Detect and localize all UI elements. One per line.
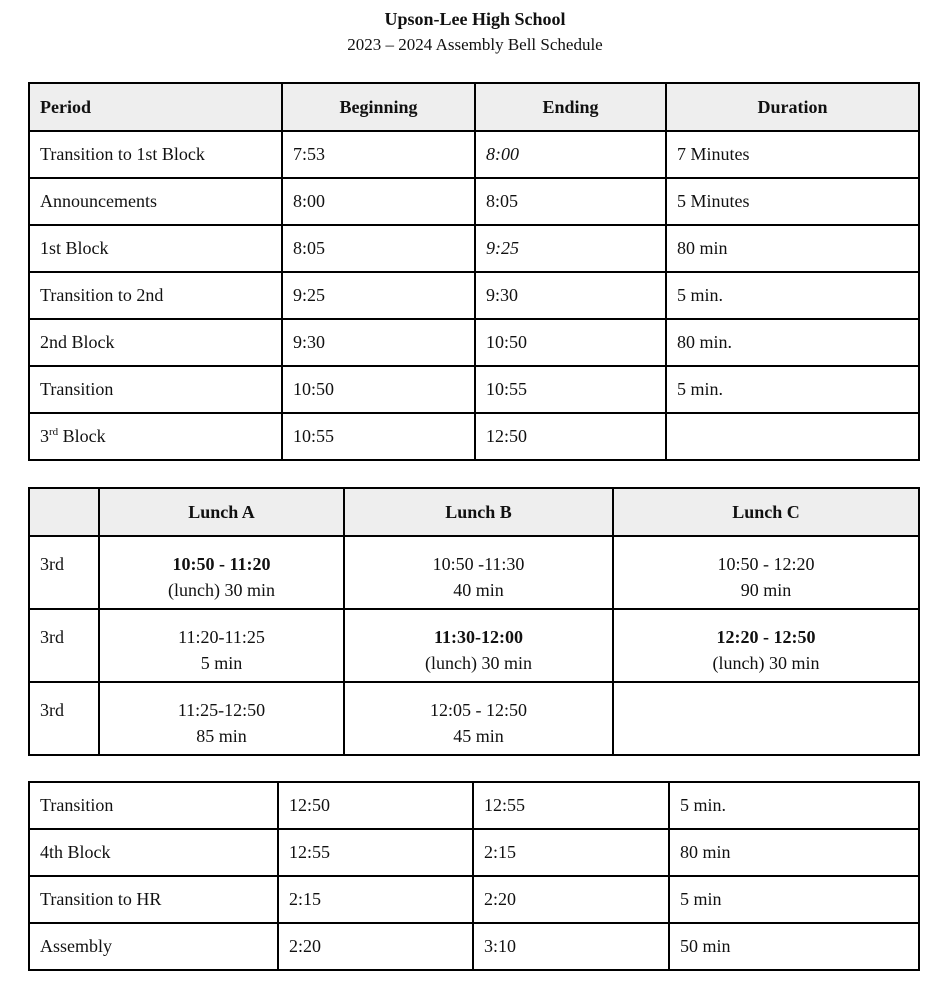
column-header: Duration	[666, 83, 919, 131]
time-range: 12:20 - 12:50	[716, 627, 816, 647]
begin-cell: 10:55	[282, 413, 475, 460]
period-cell: Transition to 1st Block	[29, 131, 282, 178]
lunch-c-cell	[613, 536, 919, 609]
begin-cell: 9:25	[282, 272, 475, 319]
time-range: 11:20-11:25	[178, 627, 265, 647]
duration-note: (lunch) 30 min	[168, 580, 275, 600]
period-cell: Transition	[29, 782, 278, 829]
begin-cell: 2:20	[278, 923, 473, 970]
duration-cell: 80 min	[669, 829, 919, 876]
period-cell: 4th Block	[29, 829, 278, 876]
begin-cell: 10:50	[282, 366, 475, 413]
column-header	[29, 488, 99, 536]
begin-cell: 8:00	[282, 178, 475, 225]
time-range: 10:50 -11:30	[432, 554, 525, 574]
main-schedule-table	[28, 82, 920, 461]
duration-cell: 5 min.	[669, 782, 919, 829]
end-cell: 2:15	[473, 829, 669, 876]
lunch-c-cell	[613, 682, 919, 755]
period-cell: Assembly	[29, 923, 278, 970]
column-header: Ending	[475, 83, 666, 131]
schedule-title: 2023 – 2024 Assembly Bell Schedule	[347, 35, 603, 54]
duration-cell: 5 min.	[666, 272, 919, 319]
duration-note: (lunch) 30 min	[425, 653, 532, 673]
duration-note: 90 min	[740, 580, 792, 600]
period-cell	[29, 413, 282, 460]
table-row	[29, 178, 919, 225]
table-row	[29, 413, 919, 460]
end-cell: 10:50	[475, 319, 666, 366]
table-row	[29, 609, 919, 682]
duration-cell: 80 min.	[666, 319, 919, 366]
begin-cell: 12:50	[278, 782, 473, 829]
time-range: 10:50 - 11:20	[172, 554, 271, 574]
block-label: 3rd	[29, 536, 99, 609]
period-label: Block	[58, 426, 106, 446]
period-cell: Transition to 2nd	[29, 272, 282, 319]
duration-cell	[666, 413, 919, 460]
lunch-schedule-table	[28, 487, 920, 756]
table-row	[29, 682, 919, 755]
begin-cell: 8:05	[282, 225, 475, 272]
time-range: 12:05 - 12:50	[430, 700, 527, 720]
period-cell: 2nd Block	[29, 319, 282, 366]
table-header-row	[29, 488, 919, 536]
period-cell: Transition to HR	[29, 876, 278, 923]
lunch-b-cell	[344, 609, 613, 682]
lunch-a-cell	[99, 536, 344, 609]
table-row	[29, 923, 919, 970]
end-cell: 12:50	[475, 413, 666, 460]
block-label: 3rd	[29, 609, 99, 682]
table-row	[29, 225, 919, 272]
lunch-a-cell	[99, 682, 344, 755]
end-cell: 2:20	[473, 876, 669, 923]
table-row	[29, 782, 919, 829]
period-number: 3	[40, 426, 49, 446]
period-cell: Transition	[29, 366, 282, 413]
end-cell: 12:55	[473, 782, 669, 829]
document-header	[0, 6, 950, 58]
table-row	[29, 131, 919, 178]
table-row	[29, 876, 919, 923]
end-cell: 9:30	[475, 272, 666, 319]
begin-cell: 2:15	[278, 876, 473, 923]
end-cell: 8:05	[475, 178, 666, 225]
period-cell: 1st Block	[29, 225, 282, 272]
ordinal-suffix: rd	[49, 426, 59, 438]
duration-note: 45 min	[453, 726, 504, 746]
begin-cell: 12:55	[278, 829, 473, 876]
duration-note: 85 min	[196, 726, 247, 746]
duration-note: 40 min	[453, 580, 504, 600]
time-range: 11:30-12:00	[434, 627, 523, 647]
table-row	[29, 366, 919, 413]
end-cell: 3:10	[473, 923, 669, 970]
duration-cell: 50 min	[669, 923, 919, 970]
duration-cell: 5 min	[669, 876, 919, 923]
duration-cell: 5 Minutes	[666, 178, 919, 225]
table-row	[29, 829, 919, 876]
end-cell: 8:00	[475, 131, 666, 178]
table-row	[29, 272, 919, 319]
school-name: Upson-Lee High School	[384, 9, 566, 29]
table-header-row	[29, 83, 919, 131]
time-range: 11:25-12:50	[177, 700, 266, 720]
begin-cell: 9:30	[282, 319, 475, 366]
duration-cell: 7 Minutes	[666, 131, 919, 178]
column-header: Lunch B	[344, 488, 613, 536]
column-header: Lunch A	[99, 488, 344, 536]
table-row	[29, 536, 919, 609]
period-cell: Announcements	[29, 178, 282, 225]
column-header: Lunch C	[613, 488, 919, 536]
column-header: Beginning	[282, 83, 475, 131]
afternoon-schedule-table	[28, 781, 920, 971]
begin-cell: 7:53	[282, 131, 475, 178]
end-cell: 10:55	[475, 366, 666, 413]
duration-cell: 5 min.	[666, 366, 919, 413]
end-cell: 9:25	[475, 225, 666, 272]
lunch-b-cell	[344, 536, 613, 609]
block-label: 3rd	[29, 682, 99, 755]
column-header: Period	[29, 83, 282, 131]
table-row	[29, 319, 919, 366]
lunch-c-cell	[613, 609, 919, 682]
duration-cell: 80 min	[666, 225, 919, 272]
lunch-b-cell	[344, 682, 613, 755]
duration-note: (lunch) 30 min	[712, 653, 820, 673]
time-range: 10:50 - 12:20	[717, 554, 815, 574]
duration-note: 5 min	[200, 653, 243, 673]
lunch-a-cell	[99, 609, 344, 682]
